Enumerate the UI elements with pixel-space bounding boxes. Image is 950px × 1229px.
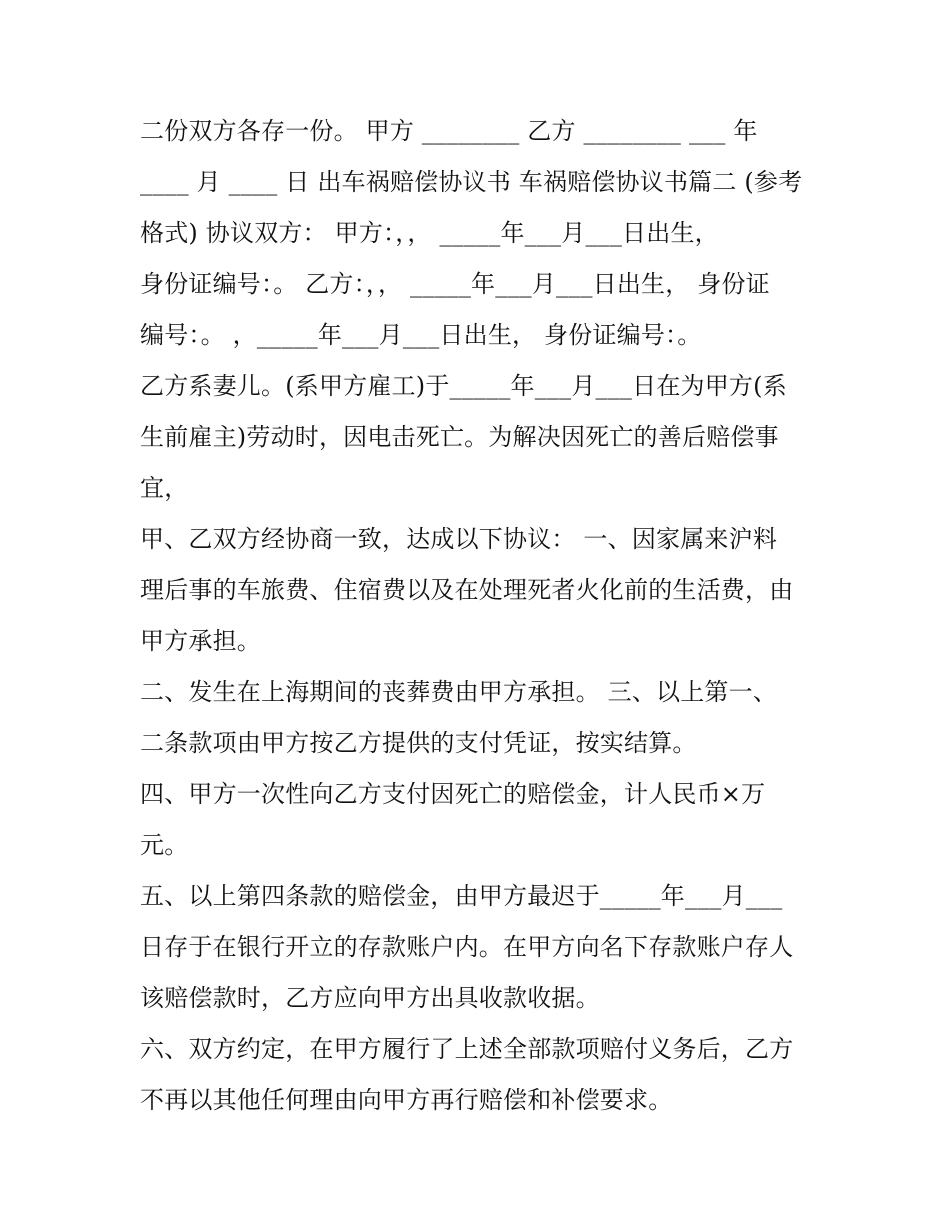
text-line: 甲方承担。 [140, 627, 261, 655]
text-line: 该赔偿款时，乙方应向甲方出具收款收据。 [140, 984, 600, 1012]
text-line: 理后事的车旅费、住宿费以及在处理死者火化前的生活费，由 [140, 576, 794, 604]
text-line: 日存于在银行开立的存款账户内。在甲方向名下存款账户存人 [140, 933, 794, 961]
text-line: 编号：。 ，_____年___月___日出生， 身份证编号：。 [140, 321, 702, 349]
text-line: 六、双方约定，在甲方履行了上述全部款项赔付义务后，乙方 [140, 1035, 794, 1063]
text-line: 五、以上第四条款的赔偿金，由甲方最迟于_____年___月___ [140, 882, 783, 910]
text-line: 二条款项由甲方按乙方提供的支付凭证，按实结算。 [140, 729, 697, 757]
text-line: 四、甲方一次性向乙方支付因死亡的赔偿金，计人民币×万 [140, 780, 766, 808]
agreement-text [140, 106, 820, 1126]
text-line: ____ 月 ____ 日 出车祸赔偿协议书 车祸赔偿协议书篇二 (参考 [140, 168, 803, 196]
text-line: 生前雇主)劳动时，因电击死亡。为解决因死亡的善后赔偿事 [140, 423, 779, 451]
text-line: 甲、乙双方经协商一致，达成以下协议： 一、因家属来沪料 [140, 525, 778, 553]
text-line: 二、发生在上海期间的丧葬费由甲方承担。 三、以上第一、 [140, 678, 778, 706]
text-line: 格式) 协议双方： 甲方：，， _____年___月___日出生， [140, 219, 719, 247]
text-line: 乙方系妻儿。(系甲方雇工)于_____年___月___日在为甲方(系 [140, 372, 787, 400]
text-line: 二份双方各存一份。 甲方 ________ 乙方 ________ ___ 年 [140, 117, 758, 145]
text-line: 身份证编号：。 乙方：，， _____年___月___日出生， 身份证 [140, 270, 770, 298]
text-line: 不再以其他任何理由向甲方再行赔偿和补偿要求。 [140, 1086, 673, 1114]
text-line: 宜， [140, 474, 189, 502]
text-line: 元。 [140, 831, 189, 859]
